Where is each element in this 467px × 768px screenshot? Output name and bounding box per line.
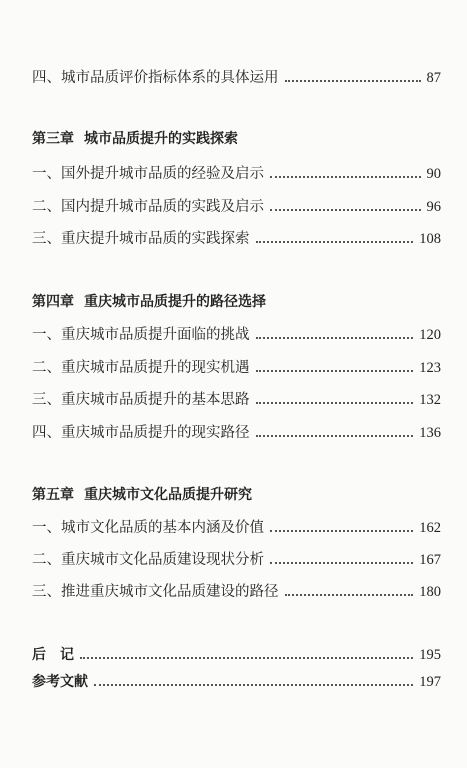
toc-entry[interactable] (32, 549, 441, 571)
toc-entry-page: 90 (426, 166, 441, 182)
dot-leader (270, 562, 413, 564)
toc-entry-label: 参考文献 (32, 674, 88, 690)
toc-entry-references[interactable] (32, 671, 441, 693)
toc-entry-page: 136 (419, 425, 441, 441)
chapter-title: 重庆城市文化品质提升研究 (84, 487, 252, 503)
toc-entry-label: 四、重庆城市品质提升的现实路径 (32, 425, 250, 441)
toc-entry-label: 二、重庆城市品质提升的现实机遇 (32, 360, 250, 376)
toc-entry[interactable] (32, 163, 441, 185)
toc-entry[interactable] (32, 389, 441, 411)
dot-leader (285, 594, 414, 596)
dot-leader (270, 530, 413, 532)
dot-leader (256, 402, 414, 404)
toc-entry[interactable] (32, 517, 441, 539)
toc-entry-label: 三、推进重庆城市文化品质建设的路径 (32, 584, 279, 600)
toc-entry[interactable] (32, 422, 441, 444)
toc-entry-page: 96 (426, 199, 441, 215)
dot-leader (256, 435, 414, 437)
toc-entry-label: 三、重庆提升城市品质的实践探索 (32, 231, 250, 247)
toc-entry-label: 后 记 (32, 647, 74, 663)
toc-entry[interactable] (32, 357, 441, 379)
dot-leader (256, 370, 414, 372)
toc-entry-page: 180 (419, 584, 441, 600)
chapter-number: 第三章 (32, 131, 74, 147)
chapter-heading (32, 291, 441, 313)
dot-leader (94, 684, 413, 686)
toc-entry-label: 二、国内提升城市品质的实践及启示 (32, 199, 264, 215)
toc-entry[interactable] (32, 67, 441, 89)
chapter-heading (32, 128, 441, 150)
toc-entry-page: 197 (419, 674, 441, 690)
toc-entry-label: 一、重庆城市品质提升面临的挑战 (32, 327, 250, 343)
toc-entry-page: 123 (419, 360, 441, 376)
toc-entry-page: 108 (419, 231, 441, 247)
toc-entry-label: 三、重庆城市品质提升的基本思路 (32, 392, 250, 408)
toc-entry-afterword[interactable] (32, 644, 441, 666)
chapter-title: 城市品质提升的实践探索 (84, 131, 238, 147)
toc-entry-page: 132 (419, 392, 441, 408)
toc-entry-page: 195 (419, 647, 441, 663)
dot-leader (285, 80, 421, 82)
chapter-heading (32, 484, 441, 506)
dot-leader (80, 657, 413, 659)
toc-entry[interactable] (32, 581, 441, 603)
dot-leader (270, 176, 421, 178)
toc-entry-label: 一、国外提升城市品质的经验及启示 (32, 166, 264, 182)
dot-leader (270, 209, 421, 211)
toc-entry[interactable] (32, 228, 441, 250)
dot-leader (256, 241, 414, 243)
dot-leader (256, 337, 414, 339)
toc-entry-page: 87 (426, 70, 441, 86)
chapter-number: 第五章 (32, 487, 74, 503)
toc-entry[interactable] (32, 196, 441, 218)
toc-entry-label: 二、重庆城市文化品质建设现状分析 (32, 552, 264, 568)
toc-entry-page: 120 (419, 327, 441, 343)
toc-entry-page: 162 (419, 520, 441, 536)
toc-entry-label: 一、城市文化品质的基本内涵及价值 (32, 520, 264, 536)
chapter-title: 重庆城市品质提升的路径选择 (84, 294, 266, 310)
toc-entry-page: 167 (419, 552, 441, 568)
toc-entry-label: 四、城市品质评价指标体系的具体运用 (32, 70, 279, 86)
chapter-number: 第四章 (32, 294, 74, 310)
toc-entry[interactable] (32, 324, 441, 346)
